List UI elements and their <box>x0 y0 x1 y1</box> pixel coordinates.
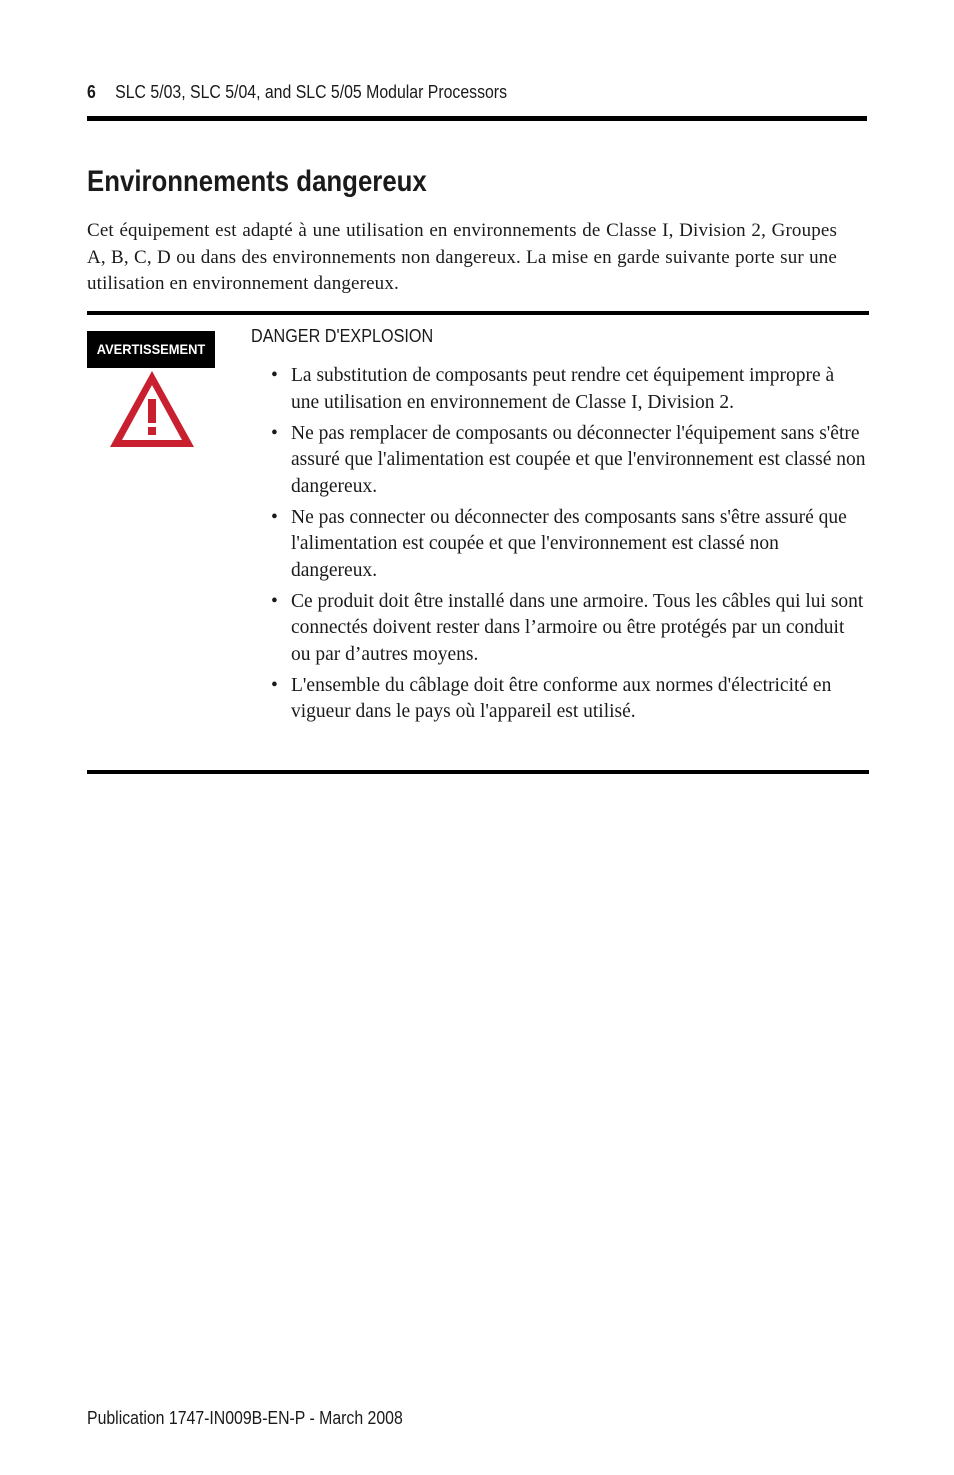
warning-bullet-item: • Ne pas connecter ou déconnecter des composants sans s'être assuré que l'alimentation est coupée et que l'environnement est classé non dangereux. <box>271 506 847 581</box>
warning-top-rule <box>87 311 869 315</box>
bullet-dot: • <box>271 590 278 612</box>
header-rule <box>87 116 867 121</box>
warning-badge-label: AVERTISSEMENT <box>96 341 206 357</box>
warning-bottom-rule <box>87 770 869 774</box>
bullet-dot: • <box>271 422 278 444</box>
header-title: SLC 5/03, SLC 5/04, and SLC 5/05 Modular Processors <box>115 82 507 102</box>
bullet-dot: • <box>271 365 278 386</box>
footer-publication: Publication 1747-IN009B-EN-P - March 2008 <box>87 1408 403 1428</box>
warning-bullet-item: • Ce produit doit être installé dans une armoire. Tous les câbles qui lui sont connectés doivent rester dans l’armoire ou être protégés par un conduit ou par d’autres moyens. <box>271 590 864 665</box>
running-header <box>87 82 507 103</box>
warning-heading: DANGER D'EXPLOSION <box>251 326 434 346</box>
exclamation-bar <box>148 399 156 423</box>
bullet-dot: • <box>271 506 278 528</box>
intro-paragraph: Cet équipement est adapté à une utilisation en environnements de Classe I, Division 2, Groupes A, B, C, D ou dans des environnements non dangereux. La mise en garde suivante porte sur une utilisation en environnement dangereux. <box>87 220 837 294</box>
warning-triangle-icon <box>108 369 196 449</box>
warning-bullet-item: • L'ensemble du câblage doit être conforme aux normes d'électricité en vigueur dans le pays où l'appareil est utilisé. <box>271 674 832 722</box>
warning-bullet-item: • La substitution de composants peut rendre cet équipement impropre à une utilisation en environnement de Classe I, Division 2. <box>271 365 835 413</box>
exclamation-dot <box>148 427 156 435</box>
page-number: 6 <box>87 82 96 102</box>
warning-bullet-item: • Ne pas remplacer de composants ou déconnecter l'équipement sans s'être assuré que l'alimentation est coupée et que l'environnement est classé non dangereux. <box>271 422 866 497</box>
warning-badge <box>87 331 215 368</box>
section-title: Environnements dangereux <box>87 165 427 198</box>
warning-bullet-list <box>271 363 867 730</box>
bullet-dot: • <box>271 674 278 696</box>
